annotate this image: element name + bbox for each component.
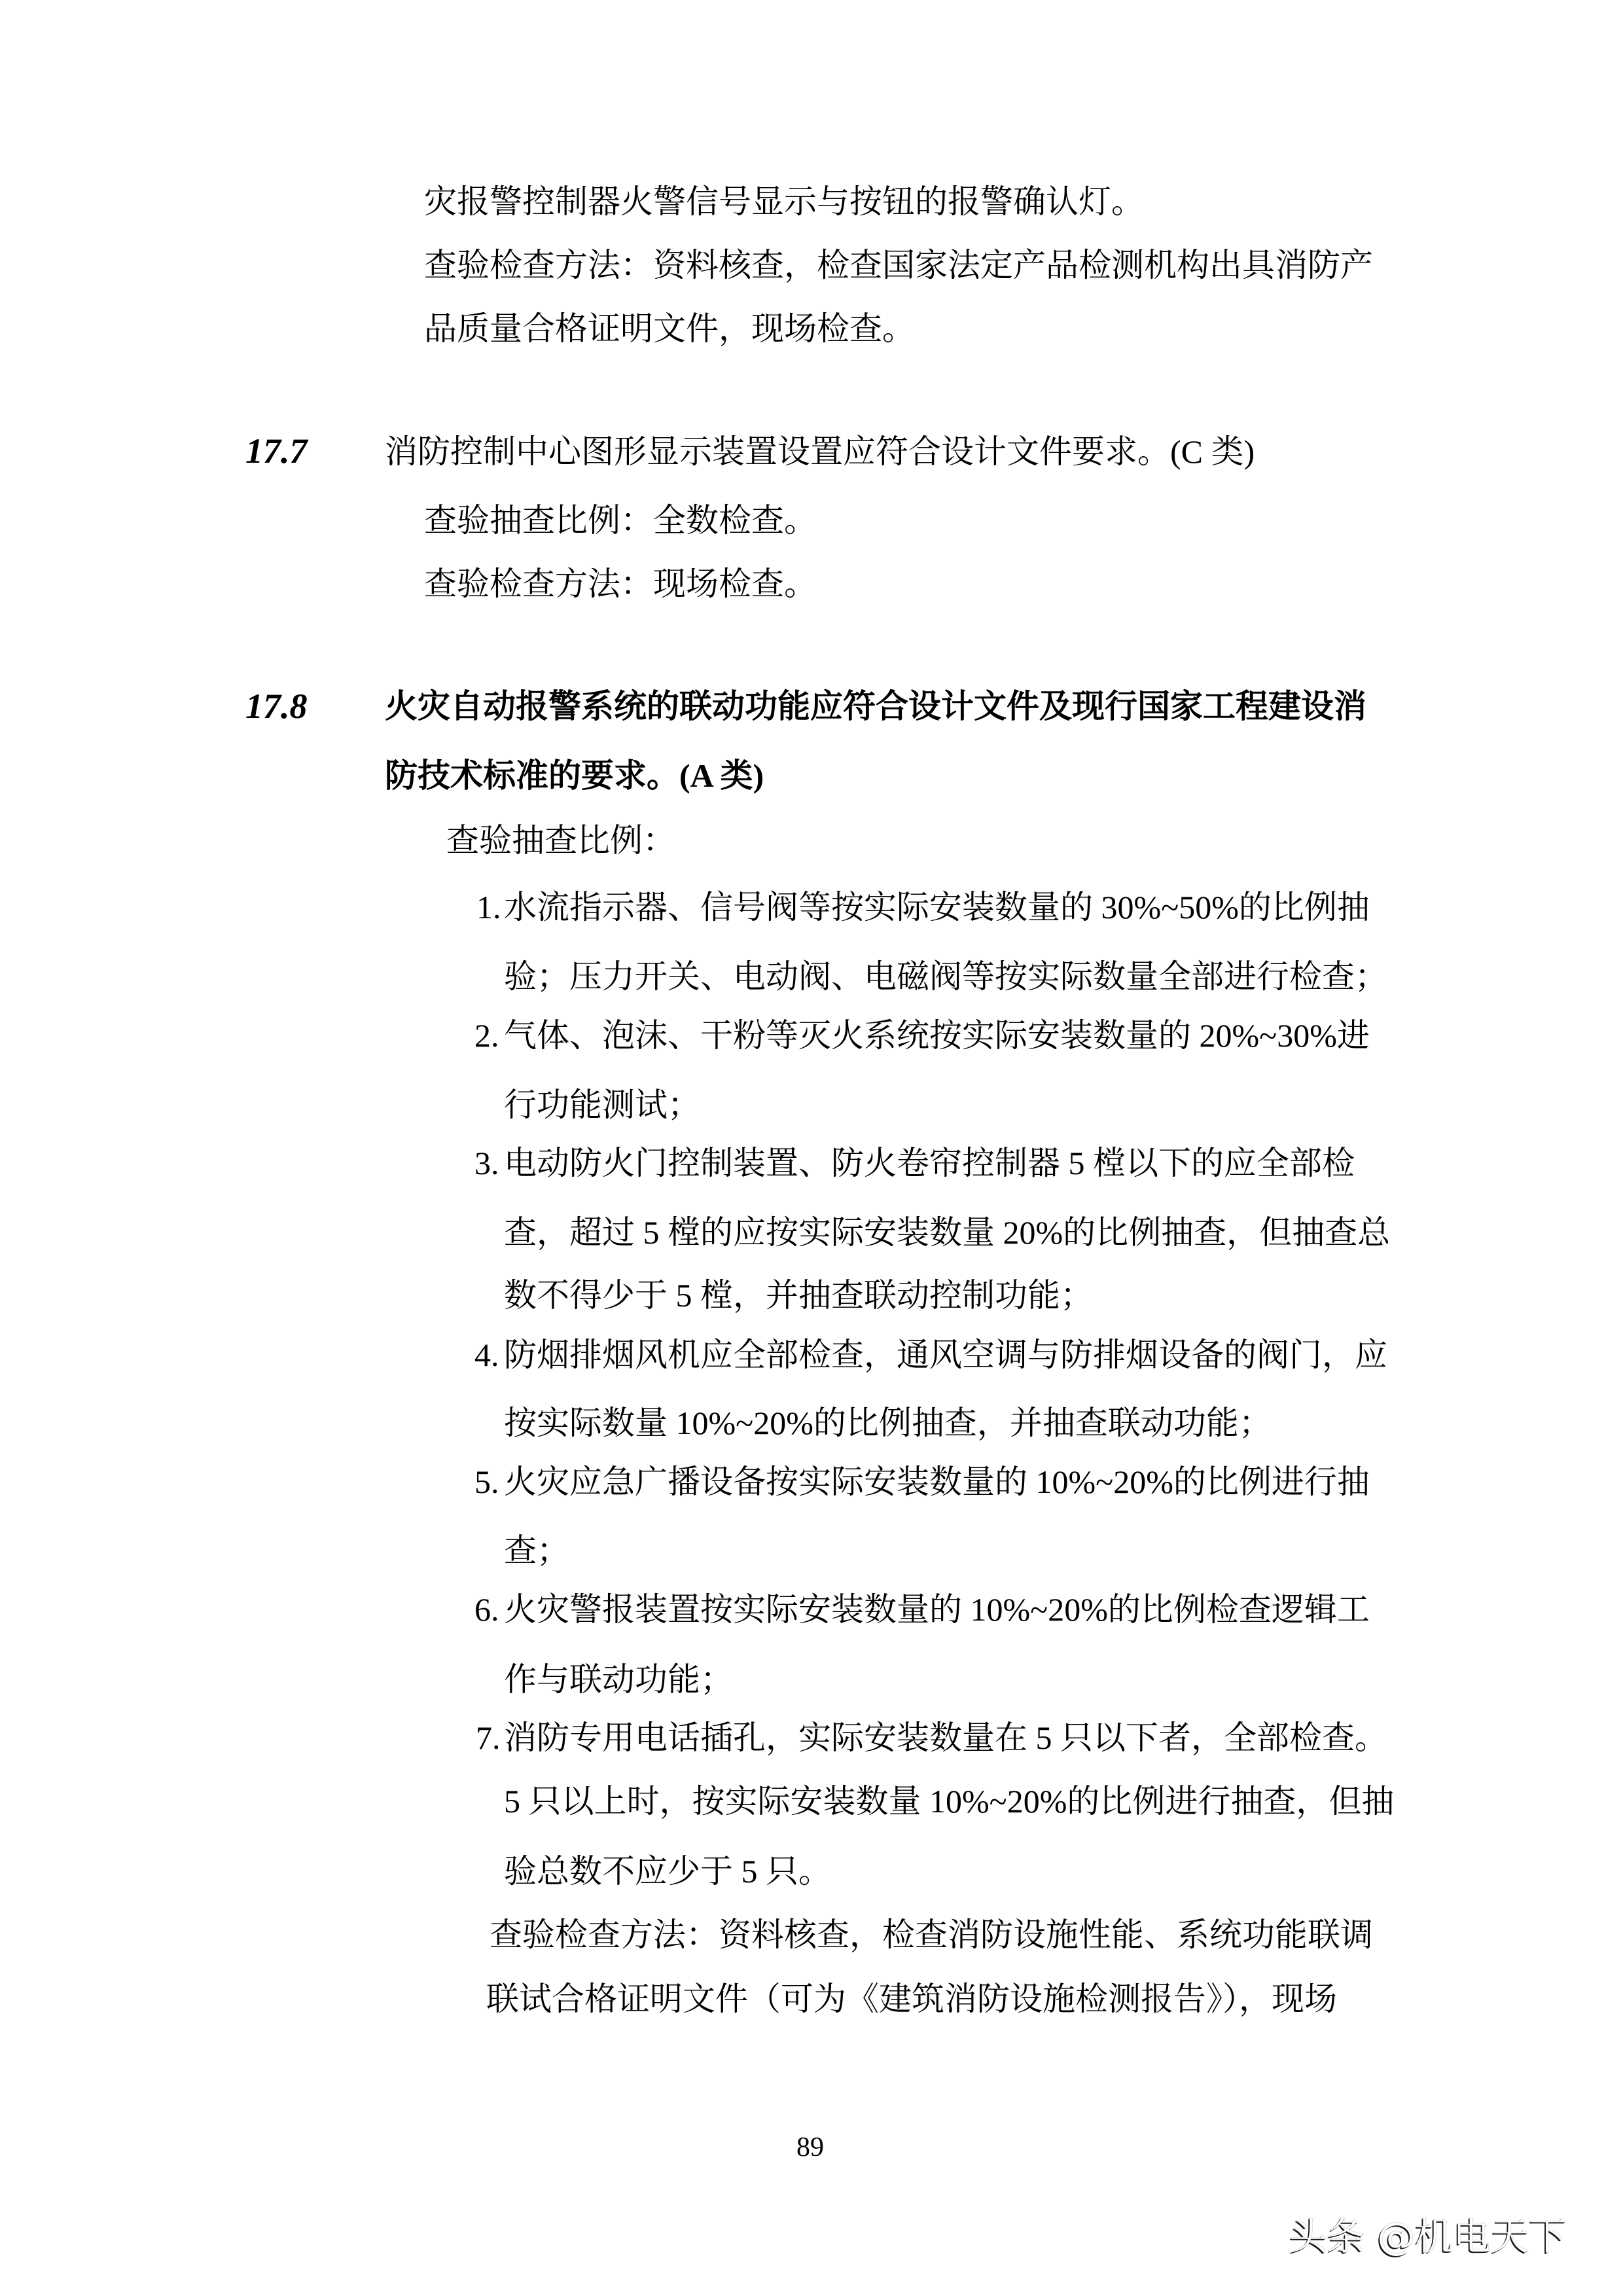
list-item-line: 水流指示器、信号阀等按实际安装数量的 30%~50%的比例抽: [504, 889, 1370, 925]
list-item-number: 1.: [476, 889, 501, 925]
inspection-method: 查验检查方法：现场检查。: [424, 565, 817, 602]
list-item-number: 5.: [474, 1463, 499, 1500]
section-title-line: 防技术标准的要求。(A 类): [385, 757, 764, 794]
list-item-number: 6.: [474, 1591, 499, 1628]
list-item-line: 数不得少于 5 樘，并抽查联动控制功能；: [504, 1277, 1093, 1314]
inspection-method-line: 联试合格证明文件（可为《建筑消防设施检测报告》），现场: [486, 1981, 1337, 2017]
section-title-line: 火灾自动报警系统的联动功能应符合设计文件及现行国家工程建设消: [385, 688, 1366, 725]
sampling-ratio-label: 查验抽查比例：: [446, 822, 675, 859]
list-item-number: 4.: [474, 1336, 499, 1373]
section-title: 消防控制中心图形显示装置设置应符合设计文件要求。(C 类): [385, 433, 1255, 470]
list-item-line: 验；压力开关、电动阀、电磁阀等按实际数量全部进行检查；: [504, 958, 1387, 995]
inspection-method-line: 查验检查方法：资料核查，检查消防设施性能、系统功能联调: [490, 1916, 1373, 1953]
list-item-number: 7.: [476, 1719, 501, 1756]
list-item-line: 消防专用电话插孔，实际安装数量在 5 只以下者，全部检查。: [504, 1719, 1387, 1756]
list-item-line: 行功能测试；: [504, 1086, 700, 1123]
page-number: 89: [796, 2132, 824, 2162]
list-item-line: 作与联动功能；: [504, 1661, 733, 1698]
list-item-line: 防烟排烟风机应全部检查，通风空调与防排烟设备的阀门，应: [504, 1336, 1387, 1373]
list-item-line: 气体、泡沫、干粉等灭火系统按实际安装数量的 20%~30%进: [504, 1017, 1370, 1054]
list-item-line: 火灾警报装置按实际安装数量的 10%~20%的比例检查逻辑工: [504, 1591, 1370, 1628]
list-item-line: 按实际数量 10%~20%的比例抽查，并抽查联动功能；: [504, 1405, 1272, 1441]
continuation-line: 品质量合格证明文件，现场检查。: [424, 310, 915, 347]
watermark: 头条 @机电天下: [1289, 2214, 1567, 2259]
list-item-line: 验总数不应少于 5 只。: [504, 1853, 831, 1890]
list-item-line: 电动防火门控制装置、防火卷帘控制器 5 樘以下的应全部检: [504, 1145, 1355, 1181]
list-item-number: 3.: [474, 1145, 499, 1181]
sampling-ratio: 查验抽查比例：全数检查。: [424, 502, 817, 539]
list-item-line: 查；: [504, 1532, 569, 1569]
continuation-line: 灾报警控制器火警信号显示与按钮的报警确认灯。: [424, 183, 1144, 220]
section-number: 17.7: [245, 431, 308, 471]
list-item-line: 火灾应急广播设备按实际安装数量的 10%~20%的比例进行抽: [504, 1463, 1370, 1500]
continuation-line: 查验检查方法：资料核查，检查国家法定产品检测机构出具消防产: [424, 247, 1373, 283]
list-item-line: 5 只以上时，按实际安装数量 10%~20%的比例进行抽查，但抽: [504, 1783, 1395, 1820]
section-number: 17.8: [245, 687, 308, 726]
list-item-number: 2.: [474, 1017, 499, 1054]
list-item-line: 查，超过 5 樘的应按实际安装数量 20%的比例抽查，但抽查总: [504, 1214, 1391, 1251]
